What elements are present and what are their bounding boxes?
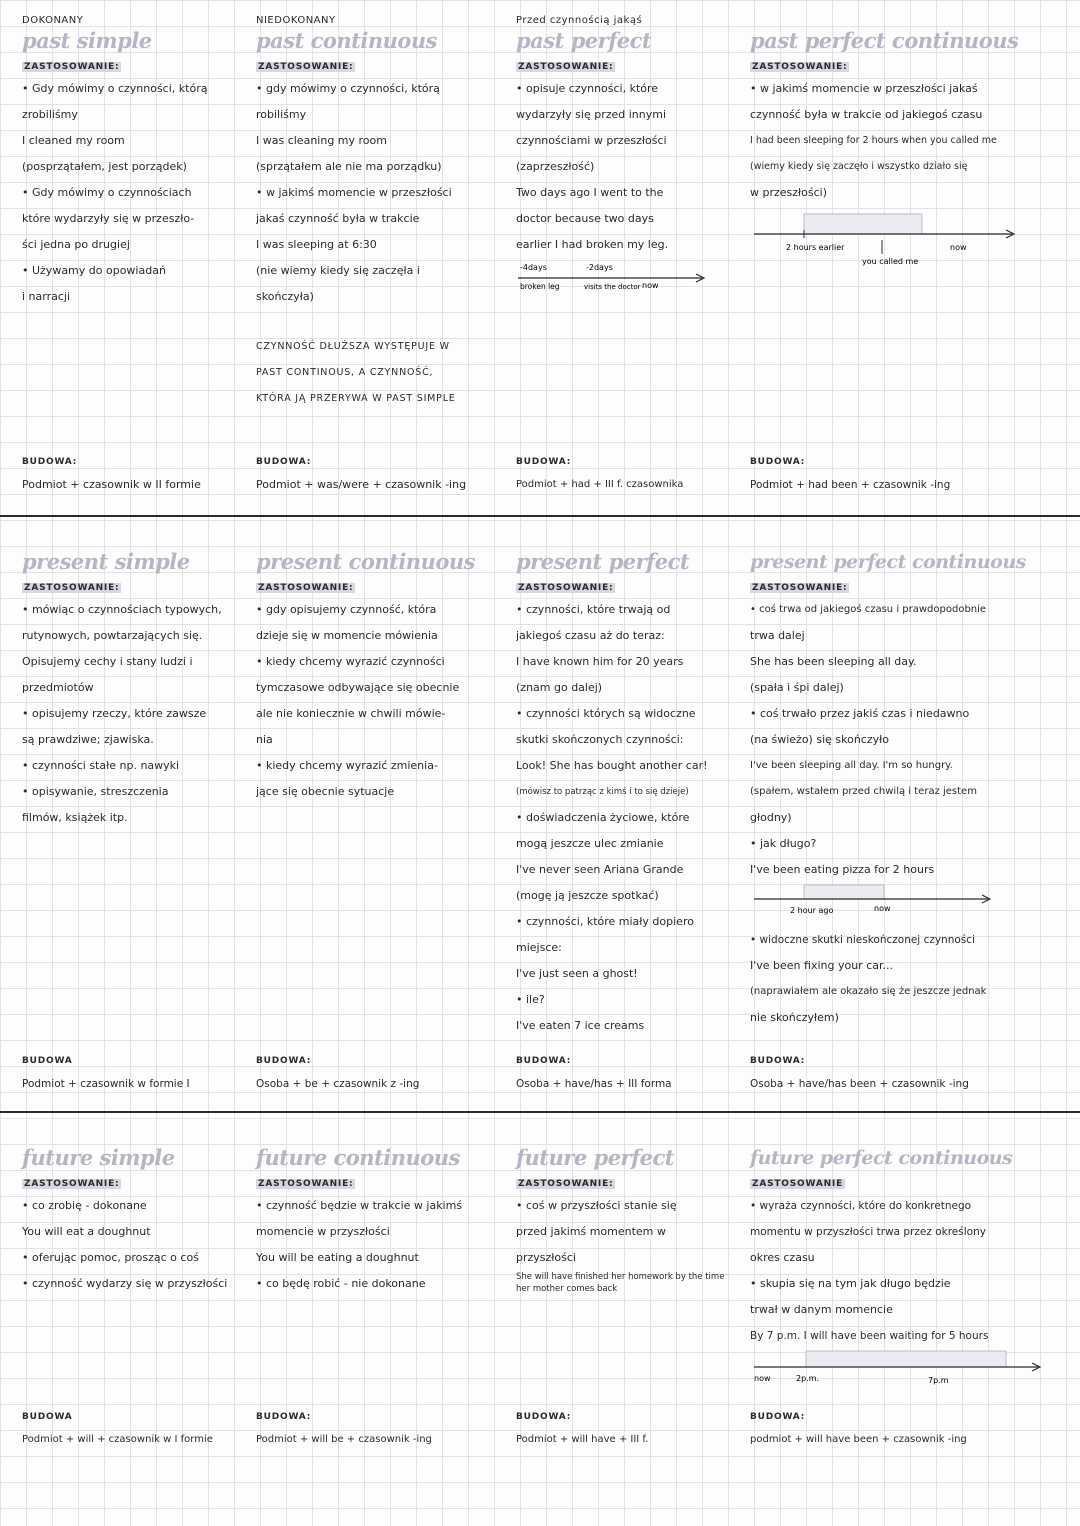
card-present-simple: [22, 517, 258, 1111]
card-present-perfect: [516, 517, 752, 1111]
structure-formula: Podmiot + will + czasownik w I formie: [22, 1434, 213, 1445]
timeline-mark: 2 hours earlier: [786, 243, 845, 252]
usage-line: I cleaned my room: [22, 134, 125, 147]
usage-label: ZASTOSOWANIE:: [518, 62, 614, 72]
usage-line: nie skończyłem): [750, 1011, 839, 1024]
usage-list: [22, 1193, 258, 1297]
usage-line: • opisujemy rzeczy, które zawsze: [22, 707, 207, 720]
structure-label: BUDOWA:: [516, 1412, 572, 1422]
structure-block: [22, 452, 258, 498]
usage-line: skończyła): [256, 290, 314, 303]
tense-title: past perfect continuous: [750, 28, 1019, 53]
usage-line: • jak długo?: [750, 837, 817, 850]
structure-block: [750, 452, 1050, 498]
usage-line: momencie w przyszłości: [256, 1225, 390, 1238]
usage-line: Two days ago I went to the: [516, 186, 664, 199]
card-future-perfect-continuous: [750, 1113, 1050, 1526]
usage-line: zrobiliśmy: [22, 108, 78, 121]
usage-line: Opisujemy cechy i stany ludzi i: [22, 655, 193, 668]
structure-formula: Podmiot + czasownik w II formie: [22, 478, 201, 491]
structure-formula: podmiot + will have been + czasownik -ing: [750, 1434, 967, 1445]
usage-line: • coś trwało przez jakiś czas i niedawno: [750, 707, 970, 720]
aspect-label: [750, 14, 1050, 28]
usage-line: I had been sleeping for 2 hours when you called me: [750, 135, 997, 146]
structure-block: [256, 452, 492, 498]
card-future-continuous: [256, 1113, 492, 1526]
usage-line: (naprawiałem ale okazało się że jeszcze jednak: [750, 986, 987, 997]
usage-line: przed jakimś momentem w: [516, 1225, 666, 1238]
structure-label: BUDOWA:: [750, 1412, 806, 1422]
usage-line: • co będę robić - nie dokonane: [256, 1277, 426, 1290]
duration-bar: [806, 1351, 1006, 1367]
card-past-continuous: [256, 0, 492, 515]
usage-line: (znam go dalej): [516, 681, 603, 694]
structure-block: [22, 1407, 258, 1453]
card-future-simple: [22, 1113, 258, 1526]
structure-block: [256, 1407, 492, 1453]
tense-title: past perfect: [516, 28, 652, 53]
usage-line: • oferując pomoc, prosząc o coś: [22, 1251, 199, 1264]
usage-list: [516, 76, 752, 258]
card-present-continuous: [256, 517, 492, 1111]
usage-line: • Gdy mówimy o czynnościach: [22, 186, 192, 199]
usage-list: [22, 597, 258, 831]
usage-line: (na świeżo) się skończyło: [750, 733, 889, 746]
usage-line: • doświadczenia życiowe, które: [516, 811, 690, 824]
usage-line: w przeszłości): [750, 186, 828, 199]
usage-line: • czynność będzie w trakcie w jakimś: [256, 1199, 463, 1212]
usage-list: [516, 1193, 752, 1297]
usage-line: (posprzątałem, jest porządek): [22, 160, 187, 173]
usage-line: • czynności których są widoczne: [516, 707, 696, 720]
structure-formula: Podmiot + will be + czasownik -ing: [256, 1434, 432, 1445]
usage-line: • czynności stałe np. nawyki: [22, 759, 180, 772]
usage-line: rutynowych, powtarzających się.: [22, 629, 203, 642]
usage-line: • co zrobię - dokonane: [22, 1199, 147, 1212]
usage-line: • coś w przyszłości stanie się: [516, 1199, 677, 1212]
usage-line: I've been eating pizza for 2 hours: [750, 863, 935, 876]
timeline-mark: 2 hour ago: [790, 906, 834, 915]
structure-label: BUDOWA:: [256, 1412, 312, 1422]
usage-line: które wydarzyły się w przeszło-: [22, 212, 195, 225]
section-past: [0, 0, 1080, 515]
usage-line: I was cleaning my room: [256, 134, 387, 147]
structure-label: BUDOWA: [22, 1056, 73, 1066]
usage-label: ZASTOSOWANIE: [752, 1179, 844, 1189]
timeline-mark: -2days: [586, 263, 613, 272]
card-future-perfect: [516, 1113, 752, 1526]
structure-label: BUDOWA: [22, 1412, 73, 1422]
usage-line: jące się obecnie sytuacje: [256, 785, 395, 798]
timeline-mark: now: [642, 281, 659, 290]
structure-block: [516, 452, 752, 498]
usage-list: [256, 1193, 492, 1297]
usage-line: • mówiąc o czynnościach typowych,: [22, 603, 222, 616]
structure-label: BUDOWA:: [256, 1056, 312, 1066]
timeline-diagram: [750, 883, 1010, 927]
card-past-perfect-continuous: [750, 0, 1050, 515]
usage-label: ZASTOSOWANIE:: [24, 583, 120, 593]
duration-bar: [804, 214, 922, 234]
tense-title: future perfect: [516, 1145, 674, 1170]
structure-block: [256, 1051, 492, 1097]
usage-line: • gdy mówimy o czynności, którą: [256, 82, 440, 95]
usage-line: skutki skończonych czynności:: [516, 733, 684, 746]
usage-line: i narracji: [22, 290, 71, 303]
timeline-mark: 7p.m: [928, 1376, 949, 1385]
usage-label: ZASTOSOWANIE:: [752, 62, 848, 72]
section-present: [0, 517, 1080, 1111]
timeline-diagram: [750, 1349, 1050, 1389]
usage-line: I've been fixing your car...: [750, 959, 893, 972]
usage-label: ZASTOSOWANIE:: [258, 583, 354, 593]
usage-line: ale nie koniecznie w chwili mówie-: [256, 707, 446, 720]
usage-line: wydarzyły się przed innymi: [516, 108, 667, 121]
usage-line: She will have finished her homework by the time her mother comes back: [516, 1272, 725, 1294]
note-block: [256, 334, 492, 412]
usage-line: (spała i śpi dalej): [750, 681, 844, 694]
usage-line: (sprzątałem ale nie ma porządku): [256, 160, 442, 173]
structure-formula: Osoba + have/has + III forma: [516, 1078, 672, 1090]
usage-line: By 7 p.m. I will have been waiting for 5 hours: [750, 1330, 989, 1342]
usage-line: (mogę ją jeszcze spotkać): [516, 889, 659, 902]
structure-formula: Osoba + be + czasownik z -ing: [256, 1078, 420, 1090]
note-line: KTÓRA JĄ PRZERYWA W PAST SIMPLE: [256, 393, 456, 404]
timeline-mark: now: [754, 1374, 771, 1383]
usage-line: I've been sleeping all day. I'm so hungry.: [750, 760, 953, 771]
structure-block: [750, 1407, 1050, 1453]
tense-title: present simple: [22, 549, 190, 574]
usage-line: • kiedy chcemy wyrazić czynności: [256, 655, 445, 668]
timeline-mark: -4days: [520, 263, 547, 272]
structure-block: [516, 1407, 752, 1453]
usage-label: ZASTOSOWANIE:: [752, 583, 848, 593]
note-line: CZYNNOŚĆ DŁUŻSZA WYSTĘPUJE W: [256, 341, 450, 352]
usage-line: trwał w danym momencie: [750, 1303, 893, 1316]
usage-line: są prawdziwe; zjawiska.: [22, 733, 154, 746]
usage-label: ZASTOSOWANIE:: [518, 583, 614, 593]
usage-line: filmów, książek itp.: [22, 811, 128, 824]
aspect-label: Przed czynnością jakąś: [516, 15, 643, 26]
usage-line: mogą jeszcze ulec zmianie: [516, 837, 664, 850]
usage-line: • czynności, które trwają od: [516, 603, 671, 616]
timeline-diagram: [516, 258, 716, 308]
usage-line: She has been sleeping all day.: [750, 655, 917, 668]
structure-label: BUDOWA:: [516, 1056, 572, 1066]
structure-formula: Podmiot + will have + III f.: [516, 1434, 649, 1445]
usage-list: [22, 76, 258, 310]
usage-line: Look! She has bought another car!: [516, 759, 708, 772]
tense-title: present perfect continuous: [750, 551, 1026, 573]
tense-title: past simple: [22, 28, 152, 53]
usage-line: (wiemy kiedy się zaczęło i wszystko działo się: [750, 161, 968, 172]
duration-bar: [804, 885, 884, 899]
structure-formula: Podmiot + was/were + czasownik -ing: [256, 478, 467, 491]
structure-formula: Podmiot + had + III f. czasownika: [516, 479, 684, 490]
card-present-perfect-continuous: [750, 517, 1050, 1111]
usage-line: • skupia się na tym jak długo będzie: [750, 1277, 951, 1290]
structure-block: [750, 1051, 1050, 1097]
section-future: [0, 1113, 1080, 1526]
structure-block: [22, 1051, 258, 1097]
tense-title: future continuous: [256, 1145, 460, 1170]
usage-line: dzieje się w momencie mówienia: [256, 629, 438, 642]
usage-line: przyszłości: [516, 1251, 576, 1264]
usage-line: • kiedy chcemy wyrazić zmienia-: [256, 759, 438, 772]
usage-line: • coś trwa od jakiegoś czasu i prawdopodobnie: [750, 604, 987, 615]
usage-line: doctor because two days: [516, 212, 654, 225]
usage-line: przedmiotów: [22, 681, 94, 694]
usage-line: jakaś czynność była w trakcie: [256, 212, 420, 225]
usage-line: I was sleeping at 6:30: [256, 238, 377, 251]
usage-list: [750, 76, 1050, 206]
usage-line: (zaprzeszłość): [516, 160, 595, 173]
usage-line: jakiegoś czasu aż do teraz:: [516, 629, 665, 642]
usage-line: I have known him for 20 years: [516, 655, 684, 668]
usage-label: ZASTOSOWANIE:: [24, 62, 120, 72]
usage-line: • wyraża czynności, które do konkretnego: [750, 1200, 972, 1212]
usage-line: nia: [256, 733, 273, 746]
usage-label: ZASTOSOWANIE:: [258, 62, 354, 72]
usage-line: • widoczne skutki nieskończonej czynności: [750, 934, 975, 946]
usage-list: [516, 597, 752, 1039]
structure-label: BUDOWA:: [22, 457, 78, 467]
usage-line: You will eat a doughnut: [22, 1225, 151, 1238]
usage-line: • w jakimś momencie w przeszłości jakaś: [750, 82, 978, 95]
usage-line: I've never seen Ariana Grande: [516, 863, 684, 876]
tense-title: past continuous: [256, 28, 437, 53]
usage-line: You will be eating a doughnut: [256, 1251, 419, 1264]
usage-line: trwa dalej: [750, 629, 805, 642]
structure-formula: Osoba + have/has been + czasownik -ing: [750, 1078, 969, 1090]
card-past-simple: [22, 0, 258, 515]
usage-line: • Używamy do opowiadań: [22, 264, 166, 277]
usage-line: miejsce:: [516, 941, 562, 954]
usage-line: I've eaten 7 ice creams: [516, 1019, 645, 1032]
note-line: PAST CONTINOUS, A CZYNNOŚĆ,: [256, 367, 434, 378]
usage-line: • gdy opisujemy czynność, która: [256, 603, 437, 616]
timeline-event: visits the doctor: [584, 283, 641, 291]
tense-title: future simple: [22, 1145, 175, 1170]
usage-list: [256, 597, 492, 805]
tense-title: present continuous: [256, 549, 475, 574]
structure-formula: Podmiot + czasownik w formie I: [22, 1078, 190, 1090]
structure-formula: Podmiot + had been + czasownik -ing: [750, 479, 951, 491]
usage-list: [256, 76, 492, 310]
aspect-label: DOKONANY: [22, 15, 84, 26]
usage-line: okres czasu: [750, 1251, 815, 1264]
structure-label: BUDOWA:: [750, 1056, 806, 1066]
usage-line: • czynność wydarzy się w przyszłości: [22, 1277, 228, 1290]
usage-line: czynnościami w przeszłości: [516, 134, 667, 147]
usage-line: (mówisz to patrząc z kimś i to się dzieje): [516, 787, 689, 797]
usage-label: ZASTOSOWANIE:: [518, 1179, 614, 1189]
aspect-label: NIEDOKONANY: [256, 15, 336, 26]
structure-label: BUDOWA:: [750, 457, 806, 467]
usage-line: głodny): [750, 811, 792, 824]
usage-line: • w jakimś momencie w przeszłości: [256, 186, 452, 199]
timeline-mark: now: [950, 243, 967, 252]
timeline-event: broken leg: [520, 282, 560, 291]
tense-title: present perfect: [516, 549, 690, 574]
timeline-mark: 2p.m.: [796, 1374, 820, 1383]
usage-list: [750, 597, 1050, 883]
tense-title: future perfect continuous: [750, 1147, 1013, 1169]
structure-label: BUDOWA:: [516, 457, 572, 467]
card-past-perfect: [516, 0, 752, 515]
usage-label: ZASTOSOWANIE:: [24, 1179, 120, 1189]
structure-block: [516, 1051, 752, 1097]
usage-line: (spałem, wstałem przed chwilą i teraz jestem: [750, 786, 977, 797]
usage-list-continued: [750, 927, 1050, 1031]
structure-label: BUDOWA:: [256, 457, 312, 467]
usage-line: earlier I had broken my leg.: [516, 238, 669, 251]
usage-line: • Gdy mówimy o czynności, którą: [22, 82, 208, 95]
usage-list: [750, 1193, 1050, 1349]
usage-line: • opisywanie, streszczenia: [22, 785, 169, 798]
usage-label: ZASTOSOWANIE:: [258, 1179, 354, 1189]
usage-line: ści jedna po drugiej: [22, 238, 130, 251]
usage-line: • ile?: [516, 993, 545, 1006]
usage-line: I've just seen a ghost!: [516, 967, 638, 980]
usage-line: • czynności, które miały dopiero: [516, 915, 694, 928]
usage-line: czynność była w trakcie od jakiegoś czasu: [750, 108, 983, 121]
timeline-mark: you called me: [862, 257, 919, 266]
usage-line: tymczasowe odbywające się obecnie: [256, 681, 460, 694]
timeline-diagram: [750, 206, 1030, 276]
usage-line: momentu w przyszłości trwa przez określony: [750, 1226, 986, 1238]
usage-line: • opisuje czynności, które: [516, 82, 659, 95]
usage-line: (nie wiemy kiedy się zaczęła i: [256, 264, 420, 277]
usage-line: robiliśmy: [256, 108, 307, 121]
timeline-mark: now: [874, 904, 891, 913]
